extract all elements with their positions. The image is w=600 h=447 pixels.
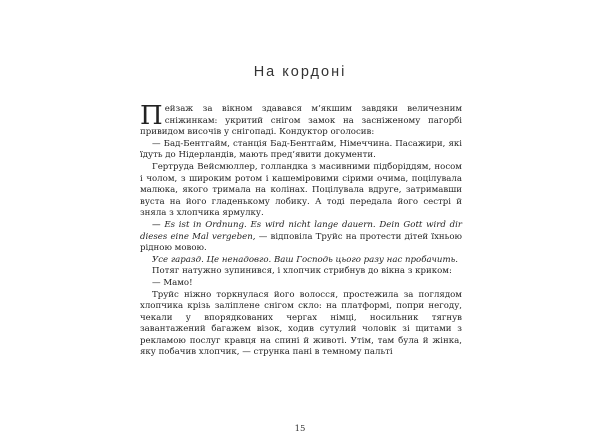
paragraph-8: Труйс ніжно торкнулася його волосся, простежила за поглядом хлопчика крізь заліплене снігом скло: на платформі, попри негоду, чекали у впорядкованих чергах німці, носильник тягнув завантажений багажем візок, ходив сутулий чоловік зі щитами з рекламою послуг кравця на спині й животі. Утім, там була й жінка, яку побачив хлопчик, — струнка пані в темному пальті [140,289,462,358]
german-quote: — Es ist in Ordnung. Es wird nicht lange dauern. Dein Gott wird dir dieses eine Mal vergeben, [140,219,462,242]
paragraph-6: Потяг натужно зупинився, і хлопчик стрибнув до вікна з криком: [152,266,452,277]
chapter-title: На кордоні [253,64,347,80]
paragraph-7: — Мамо! [152,277,193,288]
paragraph-1-text: ейзаж за вікном здавався м’якшим завдяки величезним сніжинкам: укритий снігом замок на засніженому пагорбі привидом височів у снігопаді. Кондуктор оголосив: [140,104,462,138]
drop-cap: П [140,101,163,131]
paragraph-1 [140,101,462,139]
paragraph-3: Гертруда Вейсмюллер, голландка з масивними підборіддям, носом і чолом, з широким ротом і кашеміровими сірими очима, поцілувала малюка, якого тримала на колінах. Поцілувала вдруге, затримавши вуста на його гладенькому лобику. А тоді передала його сестрі й зняла з хлопчика ярмулку. [140,161,462,219]
paragraph-4 [140,220,462,255]
translation-note: Усе гаразд. Це ненадовго. Ваш Господь цього разу нас пробачить. [152,254,459,265]
paragraph-4-text: — відповіла Труйс на протести дітей їхньою рідною мовою. [140,231,462,254]
body-text [140,101,462,359]
page-number: 15 [294,424,306,434]
paragraph-2: — Бад-Бентгайм, станція Бад-Бентгайм, Німеччина. Пасажири, які їдуть до Нідерландів, мають пред’явити документи. [140,138,462,161]
